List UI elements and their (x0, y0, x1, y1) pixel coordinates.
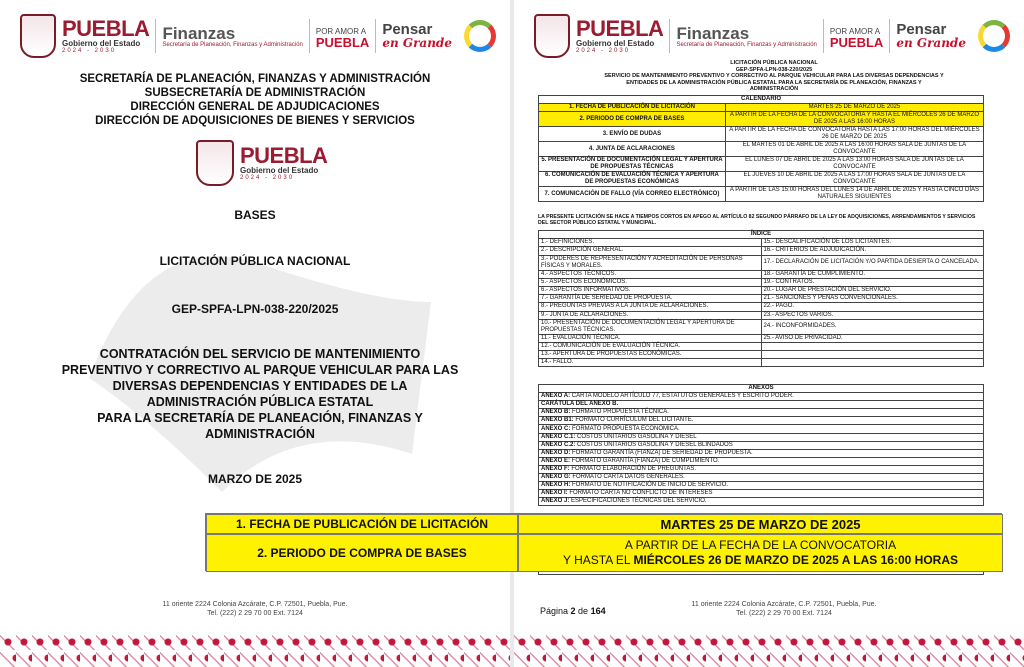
licitacion-type: LICITACIÓN PÚBLICA NACIONAL (159, 254, 351, 268)
annex-row: ANEXO F: FORMATO ELABORACIÓN DE PREGUNTAS. (539, 465, 984, 473)
annex-row: ANEXO C.1: COSTOS UNITARIOS GASOLINA Y DIESEL (539, 433, 984, 441)
index-cell: 22.- PAGO. (761, 303, 984, 311)
header-logos (20, 10, 496, 62)
index-cell: 16.- CRITERIOS DE ADJUDICACIÓN. (761, 247, 984, 255)
annex-row: ANEXO C.2: COSTOS UNITARIOS GASOLINA Y DIESEL BLINDADOS (539, 441, 984, 449)
decorative-band (514, 633, 1024, 667)
table-row: 4. JUNTA DE ACLARACIONES EL MARTES 01 DE ABRIL DE 2025 A LAS 16:00 HORAS SALA DE JUNTAS DE LA CONVOCANTE (539, 142, 984, 157)
organization-heading: SECRETARÍA DE PLANEACIÓN, FINANZAS Y ADMINISTRACIÓN SUBSECRETARÍA DE ADMINISTRACIÓN DIRECCIÓN GENERAL DE ADJUDICACIONES DIRECCIÓN DE ADQUISICIONES DE BIENES Y SERVICIOS (79, 73, 431, 127)
annex-row: ANEXO C: FORMATO PROPUESTA ECONÓMICA. (539, 425, 984, 433)
annex-row: ANEXO E: FORMATO GARANTÍA (FIANZA) DE CUMPLIMIENTO. (539, 457, 984, 465)
pensar-en-grande-logo: Pensar en Grande (896, 20, 966, 50)
index-row (539, 278, 984, 286)
pensar-en-grande-logo: Pensar en Grande (382, 20, 452, 50)
index-cell: 20.- LUGAR DE PRESTACIÓN DEL SERVICIO. (761, 286, 984, 294)
index-row (539, 239, 984, 247)
annex-row: ANEXO B1: FORMATO CURRÍCULUM DEL LICITANTE. (539, 417, 984, 425)
index-cell: 1.- DEFINICIONES. (539, 239, 762, 247)
state-crest-icon (196, 140, 234, 186)
color-wheel-icon (978, 20, 1010, 52)
index-row (539, 247, 984, 255)
index-cell: 13.- APERTURA DE PROPUESTAS ECONÓMICAS. (539, 351, 762, 359)
index-cell: 2.- DESCRIPCIÓN GENERAL. (539, 247, 762, 255)
index-row (539, 342, 984, 350)
table-row: 7. COMUNICACIÓN DE FALLO (VÍA CORREO ELECTRÓNICO) A PARTIR DE LAS 15:00 HORAS DEL LUNES 14 DE ABRIL DE 2025 Y HASTA CINCO DÍAS NATURALES SIGUIENTES (539, 187, 984, 202)
puebla-logo: PUEBLA Gobierno del Estado 2024 - 2030 (62, 16, 150, 54)
index-cell: 10.- PRESENTACIÓN DE DOCUMENTACIÓN LEGAL Y APERTURA DE PROPUESTAS TÉCNICAS. (539, 319, 762, 334)
index-row (539, 286, 984, 294)
index-row (539, 270, 984, 278)
index-row (539, 319, 984, 334)
state-crest-icon (20, 14, 56, 58)
index-cell: 23.- ASPECTOS VARIOS. (761, 311, 984, 319)
state-crest-icon (534, 14, 570, 58)
index-cell: 12.- COMUNICACIÓN DE EVALUACIÓN TÉCNICA. (539, 342, 762, 350)
por-amor-a-puebla-logo: POR AMOR A PUEBLA (315, 27, 370, 50)
index-cell: 6.- ASPECTOS INFORMATIVOS. (539, 286, 762, 294)
page-number: Página 2 de 164 (540, 606, 606, 616)
index-cell: 5.- ASPECTOS ECONÓMICOS. (539, 278, 762, 286)
index-cell: 14.- FALLO. (539, 359, 762, 367)
licitacion-number: GEP-SPFA-LPN-038-220/2025 (171, 302, 339, 316)
annex-row: ANEXO A: CARTA MODELO ARTÍCULO 77, ESTATUTOS GENERALES Y ESCRITO PODER. (539, 393, 984, 401)
annex-header: ANEXOS (539, 385, 984, 393)
zoomed-highlight-callout (205, 513, 1002, 571)
legal-note: LA PRESENTE LICITACIÓN SE HACE A TIEMPOS CORTOS EN APEGO AL ARTÍCULO 82 SEGUNDO PÁRRAFO DE LA LEY DE ADQUISICIONES, ARRENDAMIENTOS Y SERVICIOS DEL SECTOR PÚBLICO ESTATAL Y MUNICIPAL. (538, 214, 976, 227)
index-cell: 19.- CONTRATOS. (761, 278, 984, 286)
footer-address: 11 oriente 2224 Colonia Azcárate, C.P. 72501, Puebla, Pue. Tel. (222) 2 29 70 00 Ext. 7124 (691, 601, 877, 617)
por-amor-a-puebla-logo: POR AMOR A PUEBLA (829, 27, 884, 50)
footer-address: 11 oriente 2224 Colonia Azcárate, C.P. 72501, Puebla, Pue. Tel. (222) 2 29 70 00 Ext. 7124 (162, 601, 348, 617)
index-row (539, 295, 984, 303)
annex-row: ANEXO H: FORMATO DE NOTIFICACIÓN DE INICIO DE SERVICIO. (539, 482, 984, 490)
annex-row: ANEXO B: FORMATO PROPUESTA TÉCNICA. (539, 409, 984, 417)
index-row (539, 334, 984, 342)
index-cell (761, 351, 984, 359)
index-cell: 21.- SANCIONES Y PENAS CONVENCIONALES. (761, 295, 984, 303)
zoom-publication-date: MARTES 25 DE MARZO DE 2025 (518, 514, 1003, 534)
index-header: ÍNDICE (539, 231, 984, 239)
index-cell: 4.- ASPECTOS TÉCNICOS. (539, 270, 762, 278)
center-puebla-logo: PUEBLA Gobierno del Estado 2024 - 2030 (196, 140, 327, 186)
finanzas-logo: Finanzas Secretaría de Planeación, Finanzas y Administración (676, 23, 817, 48)
cover-date: MARZO DE 2025 (207, 472, 303, 486)
index-cell: 25.- AVISO DE PRIVACIDAD. (761, 334, 984, 342)
calendar-header: CALENDARIO (539, 96, 984, 104)
zoom-purchase-period: A PARTIR DE LA FECHA DE LA CONVOCATORIA Y HASTA EL MIÉRCOLES 26 DE MARZO DE 2025 A LAS 16:00 HORAS (518, 534, 1003, 572)
decorative-band (0, 633, 510, 667)
index-row (539, 303, 984, 311)
index-row (539, 311, 984, 319)
table-row: 6. COMUNICACIÓN DE EVALUACIÓN TÉCNICA Y APERTURA DE PROPUESTAS ECONÓMICAS EL JUEVES 10 DE ABRIL DE 2025 A LAS 17:00 HORAS SALA DE JUNTAS DE LA CONVOCANTE (539, 172, 984, 187)
index-cell: 3.- PODERES DE REPRESENTACIÓN Y ACREDITACIÓN DE PERSONAS FÍSICAS Y MORALES. (539, 255, 762, 270)
index-row (539, 255, 984, 270)
annex-row: ANEXO J: ESPECIFICACIONES TÉCNICAS DEL SERVICIO. (539, 498, 984, 506)
index-row (539, 359, 984, 367)
index-table (538, 230, 984, 367)
index-cell: 24.- INCONFORMIDADES. (761, 319, 984, 334)
calendar-table (538, 95, 984, 202)
index-cell: 17.- DECLARACIÓN DE LICITACIÓN Y/O PARTIDA DESIERTA O CANCELADA. (761, 255, 984, 270)
index-cell (761, 359, 984, 367)
table-row: 5. PRESENTACIÓN DE DOCUMENTACIÓN LEGAL Y APERTURA DE PROPUESTAS TÉCNICAS EL LUNES 07 DE ABRIL DE 2025 A LAS 13:00 HORAS SALA DE JUNTAS DE LA CONVOCANTE (539, 157, 984, 172)
index-cell: 8.- PREGUNTAS PREVIAS A LA JUNTA DE ACLARACIONES. (539, 303, 762, 311)
index-cell: 15.- DESCALIFICACIÓN DE LOS LICITANTES. (761, 239, 984, 247)
contract-description: CONTRATACIÓN DEL SERVICIO DE MANTENIMIENTO PREVENTIVO Y CORRECTIVO AL PARQUE VEHICULAR PARA LAS DIVERSAS DEPENDENCIAS Y ENTIDADES DE LA ADMINISTRACIÓN PÚBLICA ESTATAL PARA LA SECRETARÍA DE PLANEACIÓN, FINANZAS Y ADMINISTRACIÓN (61, 347, 459, 441)
table-row: 2. PERIODO DE COMPRA DE BASES A PARTIR DE LA FECHA DE LA CONVOCATORIA Y HASTA EL MIÉRCOLES 26 DE MARZO DE 2025 A LAS 16:00 HORAS (539, 112, 984, 127)
color-wheel-icon (464, 20, 496, 52)
document-subheading: LICITACIÓN PÚBLICA NACIONAL GEP-SPFA-LPN-038-220/2025 SERVICIO DE MANTENIMIENTO PREVENTIVO Y CORRECTIVO AL PARQUE VEHICULAR PARA LAS DIVERSAS DEPENDENCIAS Y ENTIDADES DE LA ADMINISTRACIÓN PÚBLICA ESTATAL PARA LA SECRETARÍA DE PLANEACIÓN, FINANZAS Y ADMINISTRACIÓN (604, 60, 944, 93)
annex-row: ANEXO G: FORMATO CARTA DATOS GENERALES. (539, 474, 984, 482)
index-cell: 11.- EVALUACIÓN TÉCNICA. (539, 334, 762, 342)
annex-row: CARÁTULA DEL ANEXO B. (539, 401, 984, 409)
index-cell (761, 342, 984, 350)
finanzas-logo: Finanzas Secretaría de Planeación, Finanzas y Administración (162, 23, 303, 48)
table-row: 3. ENVÍO DE DUDAS A PARTIR DE LA FECHA DE CONVOCATORIA HASTA LAS 17:00 HORAS DEL MIÉRCOLES 26 DE MARZO DE 2025 (539, 127, 984, 142)
annex-row: ANEXO I: FORMATO CARTA NO CONFLICTO DE INTERESES (539, 490, 984, 498)
zoom-purchase-label: 2. PERIODO DE COMPRA DE BASES (206, 534, 518, 572)
zoom-publication-label: 1. FECHA DE PUBLICACIÓN DE LICITACIÓN (206, 514, 518, 534)
index-cell: 9.- JUNTA DE ACLARACIONES. (539, 311, 762, 319)
bases-title: BASES (234, 208, 276, 222)
annex-row: ANEXO D: FORMATO GARANTÍA (FIANZA) DE SERIEDAD DE PROPUESTA. (539, 449, 984, 457)
index-cell: 18.- GARANTÍA DE CUMPLIMIENTO. (761, 270, 984, 278)
puebla-logo: PUEBLA Gobierno del Estado 2024 - 2030 (576, 16, 664, 54)
header-logos (534, 10, 1010, 62)
index-cell: 7.- GARANTÍA DE SERIEDAD DE PROPUESTA. (539, 295, 762, 303)
annex-table (538, 384, 984, 506)
index-row (539, 351, 984, 359)
table-row: 1. FECHA DE PUBLICACIÓN DE LICITACIÓN MARTES 25 DE MARZO DE 2025 (539, 104, 984, 112)
